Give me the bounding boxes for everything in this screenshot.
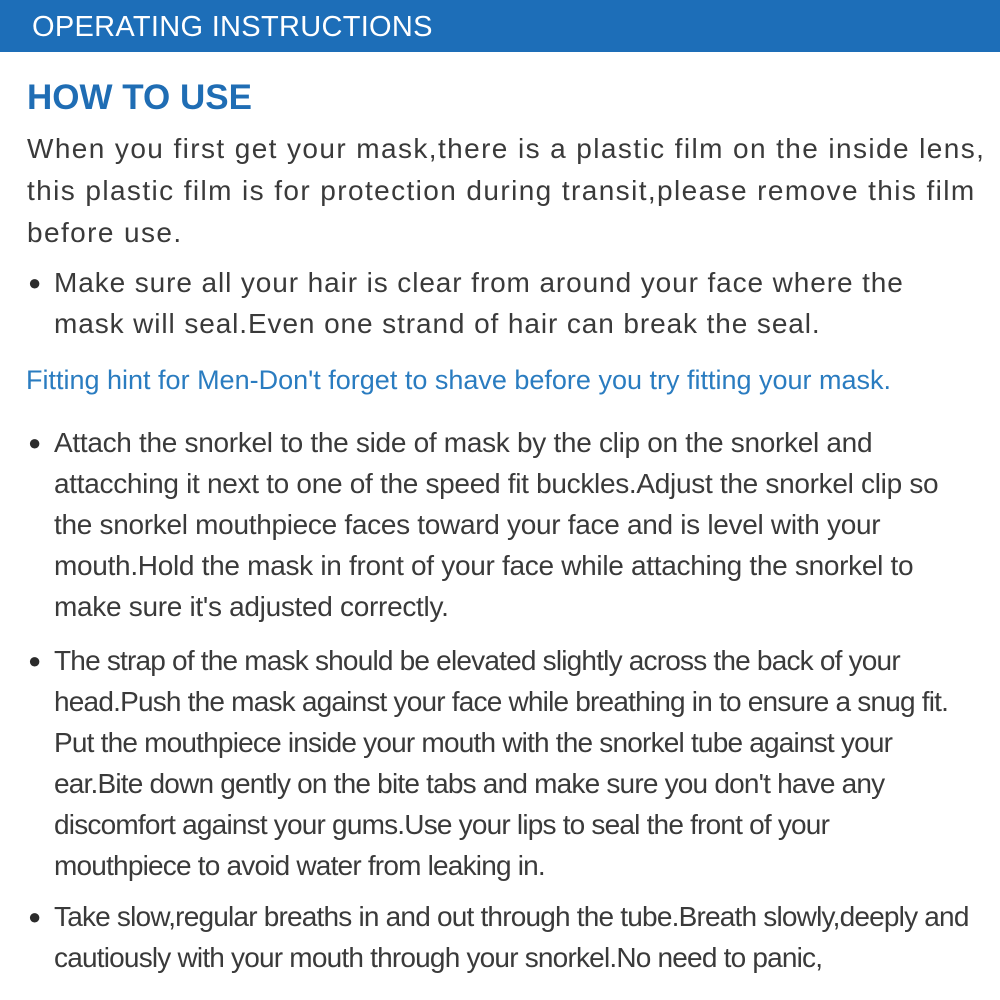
fitting-hint: Fitting hint for Men-Don't forget to shave before you try fitting your mask. xyxy=(26,365,892,395)
intro-paragraph: When you first get your mask,there is a plastic film on the inside lens, this plastic film is for protection during transit,please remove this film before use. xyxy=(27,133,986,248)
list-item xyxy=(28,896,972,978)
header-banner xyxy=(0,0,1000,52)
bullet-icon: ● xyxy=(28,270,42,295)
list-item xyxy=(28,422,972,627)
list-item xyxy=(28,262,972,344)
bullet-icon: ● xyxy=(28,904,42,929)
list-item-text: Make sure all your hair is clear from around your face where the mask will seal.Even one strand of hair can break the seal. xyxy=(54,267,904,339)
page-title: OPERATING INSTRUCTIONS xyxy=(32,11,433,43)
list-item-text: Attach the snorkel to the side of mask by the clip on the snorkel and attacching it next to one of the speed fit buckles.Adjust the snorkel clip so the snorkel mouthpiece faces toward your face and is level with your mouth.Hold the mask in front of your face while attaching the snorkel to make sure it's adjusted correctly. xyxy=(54,427,939,622)
list-item-text: The strap of the mask should be elevated slightly across the back of your head.Push the mask against your face while breathing in to ensure a snug fit. Put the mouthpiece inside your mouth with the snorkel tube against your ear.Bite down gently on the bite tabs and make sure you don't have any discomfort against your gums.Use your lips to seal the front of your mouthpiece to avoid water from leaking in. xyxy=(54,645,949,881)
bullet-icon: ● xyxy=(28,430,42,455)
list-item-text: Take slow,regular breaths in and out through the tube.Breath slowly,deeply and cautiously with your mouth through your snorkel.No need to panic, xyxy=(54,901,969,973)
list-item xyxy=(28,640,972,886)
section-heading: HOW TO USE xyxy=(27,78,252,117)
bullet-icon: ● xyxy=(28,648,42,673)
